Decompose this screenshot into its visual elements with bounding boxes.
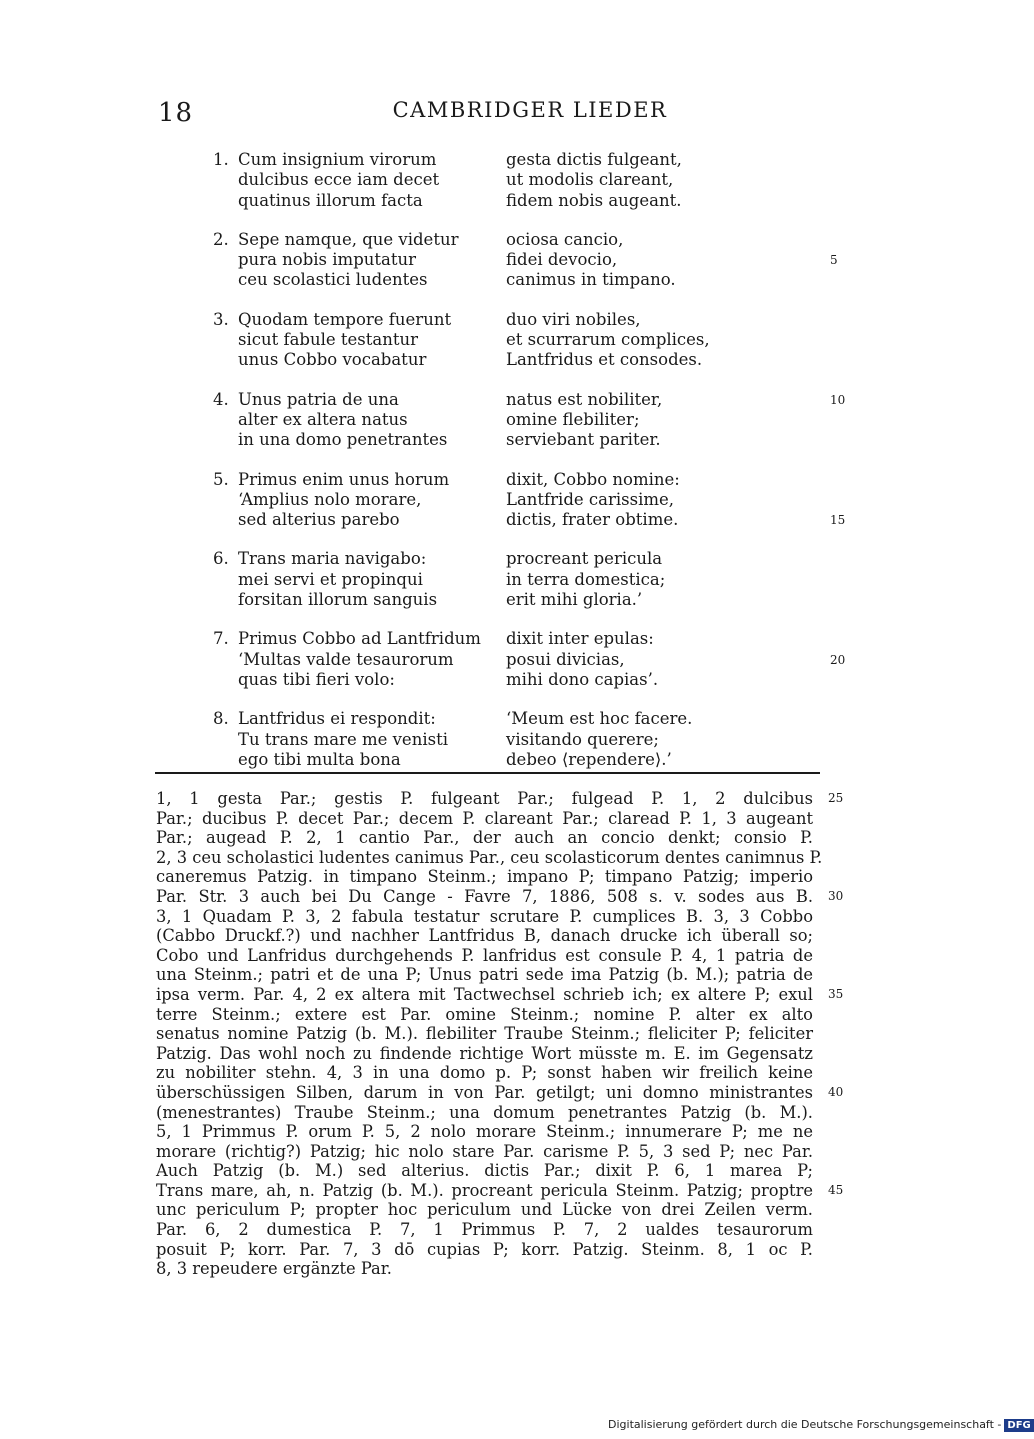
- verse-right-half: procreant pericula: [506, 549, 663, 569]
- verse-line: [0, 170, 1000, 190]
- apparatus-line: [156, 965, 813, 985]
- stanza-number: 5.: [213, 469, 229, 489]
- stanza: [0, 390, 1000, 451]
- verse-line: [0, 150, 1000, 170]
- stanza: [0, 629, 1000, 690]
- verse-right-half: et scurrarum complices,: [506, 330, 710, 350]
- page-number: 18: [158, 98, 194, 128]
- line-number: 20: [830, 652, 846, 667]
- apparatus-line: [156, 867, 813, 887]
- line-number: 40: [828, 1084, 844, 1099]
- apparatus-line: [156, 847, 823, 868]
- digitization-footer: [608, 1418, 1034, 1432]
- verse-line: [0, 590, 1000, 610]
- line-number: 10: [830, 392, 846, 407]
- verse-right-half: fidem nobis augeant.: [506, 190, 682, 210]
- verse-left-half: quas tibi fieri volo:: [238, 669, 395, 689]
- apparatus-line: [156, 828, 813, 848]
- verse-line: [0, 549, 1000, 569]
- line-number: 35: [828, 986, 844, 1001]
- verse-left-half: forsitan illorum sanguis: [238, 590, 438, 610]
- apparatus-text: ipsa verm. Par. 4, 2 ex altera mit Tactwechsel schrieb ich; ex altere P; exul: [156, 984, 813, 1004]
- stanza-number: 4.: [213, 389, 229, 409]
- verse-right-half: erit mihi gloria.’: [506, 590, 643, 610]
- apparatus-text: caneremus Patzig. in timpano Steinm.; impano P; timpano Patzig; imperio: [156, 867, 813, 887]
- verse-left-half: quatinus illorum facta: [238, 190, 423, 210]
- verse-left-half: mei servi et propinqui: [238, 569, 423, 589]
- verse-right-half: ut modolis clareant,: [506, 170, 674, 190]
- apparatus-text: überschüssigen Silben, darum in von Par. getilgt; uni domno ministrantes: [156, 1082, 813, 1102]
- apparatus-line: [156, 809, 813, 829]
- apparatus-text: unc periculum P; propter hoc periculum und Lücke von drei Zeilen verm.: [156, 1200, 813, 1220]
- verse-right-half: canimus in timpano.: [506, 270, 676, 290]
- verse-left-half: Primus Cobbo ad Lantfridum: [238, 629, 481, 649]
- verse-right-half: in terra domestica;: [506, 569, 666, 589]
- apparatus-text: (menestrantes) Traube Steinm.; una domum penetrantes Patzig (b. M.).: [156, 1102, 813, 1122]
- verse-left-half: Unus patria de una: [238, 389, 399, 409]
- verse-line: [0, 490, 1000, 510]
- apparatus-text: 3, 1 Quadam P. 3, 2 fabula testatur scrutare P. cumplices B. 3, 3 Cobbo: [156, 906, 813, 926]
- verse-right-half: duo viri nobiles,: [506, 309, 641, 329]
- apparatus-text: terre Steinm.; extere est Par. omine Steinm.; nomine P. alter ex alto: [156, 1004, 813, 1024]
- verse-left-half: ego tibi multa bona: [238, 749, 401, 769]
- apparatus-line: [156, 1044, 813, 1064]
- dfg-logo: DFG: [1004, 1419, 1033, 1432]
- apparatus-line: [156, 886, 844, 907]
- verse-right-half: omine flebiliter;: [506, 409, 640, 429]
- verse-left-half: dulcibus ecce iam decet: [238, 170, 440, 190]
- verse-line: [0, 390, 1000, 410]
- apparatus-line: [156, 1005, 813, 1025]
- verse-right-half: dixit inter epulas:: [506, 629, 654, 649]
- apparatus-line: [156, 1161, 813, 1181]
- critical-apparatus: [156, 789, 844, 1279]
- verse-line: [0, 330, 1000, 350]
- line-number: 25: [828, 791, 844, 805]
- verse-left-half: in una domo penetrantes: [238, 430, 448, 450]
- stanza-number: 1.: [213, 150, 229, 169]
- line-number: 30: [828, 888, 844, 903]
- apparatus-line: [156, 1122, 813, 1142]
- verse-right-half: fidei devocio,: [506, 250, 618, 270]
- apparatus-text: 8, 3 repeudere ergänzte Par.: [156, 1259, 392, 1279]
- apparatus-text: Par.; ducibus P. decet Par.; decem P. clareant Par.; claread P. 1, 3 augeant: [156, 808, 813, 828]
- apparatus-line: [156, 1103, 813, 1123]
- verse-left-half: unus Cobbo vocabatur: [238, 350, 427, 370]
- verse-left-half: Tu trans mare me venisti: [238, 729, 448, 749]
- apparatus-text: 1, 1 gesta Par.; gestis P. fulgeant Par.; fulgead P. 1, 2 dulcibus: [156, 789, 813, 808]
- apparatus-line: [156, 1063, 813, 1083]
- verse-left-half: Trans maria navigabo:: [238, 549, 427, 569]
- stanza: [0, 310, 1000, 371]
- apparatus-text: senatus nomine Patzig (b. M.). flebiliter Traube Steinm.; fleliciter P; feliciter: [156, 1024, 813, 1044]
- apparatus-line: [156, 946, 813, 966]
- apparatus-line: [156, 1024, 813, 1044]
- stanza-number: 6.: [213, 549, 229, 569]
- apparatus-text: (Cabbo Druckf.?) und nachher Lantfridus B, danach drucke ich überall so;: [156, 926, 813, 946]
- verse-left-half: sed alterius parebo: [238, 510, 400, 530]
- verse-right-half: serviebant pariter.: [506, 430, 661, 450]
- apparatus-line: [156, 789, 844, 809]
- verse-line: [0, 650, 1000, 670]
- stanza: [0, 470, 1000, 531]
- stanza: [0, 709, 1000, 770]
- apparatus-text: Par. 6, 2 dumestica P. 7, 1 Primmus P. 7, 2 ualdes tesaurorum: [156, 1220, 813, 1240]
- verse-left-half: Sepe namque, que videtur: [238, 229, 459, 249]
- verse-right-half: gesta dictis fulgeant,: [506, 150, 682, 169]
- verse-line: [0, 410, 1000, 430]
- verse-right-half: Lantfridus et consodes.: [506, 350, 703, 370]
- verse-line: [0, 510, 1000, 530]
- apparatus-text: 5, 1 Primmus P. orum P. 5, 2 nolo morare Steinm.; innumerare P; me ne: [156, 1122, 813, 1142]
- verse-right-half: Lantfride carissime,: [506, 489, 675, 509]
- stanza-number: 3.: [213, 309, 229, 329]
- verse-line: [0, 230, 1000, 250]
- verse-line: [0, 730, 1000, 750]
- verse-left-half: pura nobis imputatur: [238, 250, 416, 270]
- stanza-number: 7.: [213, 629, 229, 649]
- verse-line: [0, 709, 1000, 729]
- verse-left-half: Lantfridus ei respondit:: [238, 709, 436, 729]
- apparatus-line: [156, 1142, 813, 1162]
- apparatus-text: Cobo und Lanfridus durchgehends P. lanfridus est consule P. 4, 1 patria de: [156, 945, 813, 965]
- verse-left-half: alter ex altera natus: [238, 409, 408, 429]
- verse-line: [0, 310, 1000, 330]
- stanza: [0, 150, 1000, 211]
- apparatus-text: morare (richtig?) Patzig; hic nolo stare Par. carisme P. 5, 3 sed P; nec Par.: [156, 1141, 813, 1161]
- apparatus-text: Patzig. Das wohl noch zu findende richtige Wort müsste m. E. im Gegensatz: [156, 1043, 813, 1063]
- verse-line: [0, 350, 1000, 370]
- verse-line: [0, 470, 1000, 490]
- running-title: CAMBRIDGER LIEDER: [392, 98, 668, 122]
- stanza: [0, 230, 1000, 291]
- apparatus-line: [156, 1259, 813, 1279]
- verse-right-half: natus est nobiliter,: [506, 389, 663, 409]
- verse-line: [0, 670, 1000, 690]
- verse-line: [0, 629, 1000, 649]
- apparatus-text: 2, 3 ceu scholastici ludentes canimus Par., ceu scolasticorum dentes canimnus P.: [156, 847, 823, 867]
- verse-left-half: sicut fabule testantur: [238, 330, 419, 350]
- stanza-number: 2.: [213, 229, 229, 249]
- apparatus-line: [156, 1200, 813, 1220]
- apparatus-text: zu nobiliter stehn. 4, 3 in una domo p. P; sonst haben wir freilich keine: [156, 1063, 813, 1083]
- apparatus-line: [156, 1220, 813, 1240]
- apparatus-text: Trans mare, ah, n. Patzig (b. M.). procreant pericula Steinm. Patzig; proptre: [156, 1180, 813, 1200]
- verse-left-half: ceu scolastici ludentes: [238, 270, 428, 290]
- verse-right-half: ociosa cancio,: [506, 229, 624, 249]
- stanza: [0, 549, 1000, 610]
- apparatus-line: [156, 1082, 844, 1103]
- verse-left-half: Cum insignium virorum: [238, 150, 437, 169]
- verse-left-half: ‘Multas valde tesaurorum: [238, 649, 454, 669]
- verse-right-half: dixit, Cobbo nomine:: [506, 469, 680, 489]
- apparatus-line: [156, 1240, 813, 1260]
- line-number: 15: [830, 513, 846, 528]
- verse-line: [0, 270, 1000, 290]
- verse-line: [0, 191, 1000, 211]
- verse-line: [0, 570, 1000, 590]
- verse-left-half: Quodam tempore fuerunt: [238, 309, 452, 329]
- verse-line: [0, 750, 1000, 770]
- verse-right-half: dictis, frater obtime.: [506, 510, 679, 530]
- stanza-number: 8.: [213, 709, 229, 729]
- verse-left-half: Primus enim unus horum: [238, 469, 450, 489]
- footer-text: Digitalisierung gefördert durch die Deutsche Forschungsgemeinschaft -: [608, 1418, 1002, 1431]
- apparatus-line: [156, 984, 844, 1005]
- apparatus-text: una Steinm.; patri et de una P; Unus patri sede ima Patzig (b. M.); patria de: [156, 965, 813, 985]
- verse-left-half: ‘Amplius nolo morare,: [238, 489, 422, 509]
- verse-line: [0, 430, 1000, 450]
- verse-right-half: debeo ⟨rependere⟩.’: [506, 749, 672, 769]
- footnote-rule: [155, 772, 820, 774]
- poem-stanzas: [0, 150, 1000, 789]
- line-number: 45: [828, 1182, 844, 1197]
- apparatus-line: [156, 907, 813, 927]
- apparatus-line: [156, 1180, 844, 1201]
- line-number: 5: [830, 253, 838, 268]
- verse-right-half: posui divicias,: [506, 649, 625, 669]
- verse-right-half: visitando querere;: [506, 729, 659, 749]
- apparatus-text: posuit P; korr. Par. 7, 3 dō cupias P; korr. Patzig. Steinm. 8, 1 oc P.: [156, 1239, 813, 1259]
- apparatus-text: Par.; augead P. 2, 1 cantio Par., der auch an concio denkt; consio P.: [156, 828, 813, 848]
- verse-line: [0, 250, 1000, 270]
- apparatus-text: Auch Patzig (b. M.) sed alterius. dictis Par.; dixit P. 6, 1 marea P;: [156, 1161, 813, 1181]
- apparatus-line: [156, 926, 813, 946]
- verse-right-half: mihi dono capias’.: [506, 669, 659, 689]
- apparatus-text: Par. Str. 3 auch bei Du Cange - Favre 7, 1886, 508 s. v. sodes aus B.: [156, 886, 813, 906]
- verse-right-half: ‘Meum est hoc facere.: [506, 709, 693, 729]
